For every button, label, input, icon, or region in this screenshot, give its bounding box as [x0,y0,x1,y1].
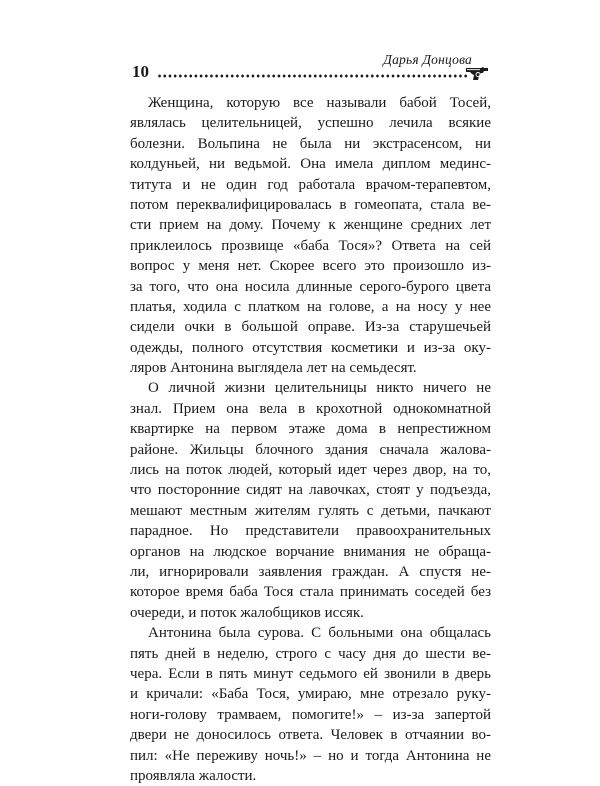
text-line: знал. Прием она вела в крохотной однокомнатной [130,400,491,417]
text-line: мешают местным жителям гулять с детьми, пачкают [130,502,491,519]
text-line: платья, ходила с платком на голове, а на носу у нее [130,298,491,315]
text-line: двери не доносилось ответа. Человек в отчаянии во- [130,727,491,744]
page-number: 10 [132,62,149,81]
text-line: лись на поток людей, который идет через двор, на то, [130,462,491,479]
text-line: одежды, полного отсутствия косметики и из-за оку- [130,339,491,356]
text-line: сидели очки в большой оправе. Из-за старушечьей [130,319,491,336]
text-line: что посторонние сидят на лавочках, стоят у подъезда, [130,482,491,499]
text-line: органов на людское ворчание внимания не обраща- [130,543,491,560]
text-line: вопрос у меня нет. Скорее всего это произошло из- [130,258,491,275]
text-line: квартирке на первом этаже дома в непрестижном [130,421,491,438]
text-line: чера. Если в пять минут седьмого ей звонили в дверь [130,665,491,682]
text-line: парадное. Но представители правоохранительных [130,523,491,540]
paragraph [130,93,491,378]
text-line: проявляла жалости. [130,767,257,784]
text-line: болезни. Вольпина не была ни экстрасенсом, ни [130,135,491,152]
text-line: за того, что она носила длинные серого-бурого цвета [130,278,491,295]
text-line: которое время баба Тося стала принимать соседей без [130,584,491,601]
text-line: являлась целительницей, успешно лечила всякие [130,115,491,132]
chapter-text [130,93,491,786]
text-line: пять дней в неделю, строго с часу дня до шести ве- [130,645,491,662]
paragraph [130,378,491,623]
text-line: Антонина была сурова. С больными она общалась [148,625,491,642]
text-line: пил: «Не переживу ночь!» – но и тогда Антонина не [130,747,491,764]
text-line: потом переквалифицировалась в гомеопата, стала ве- [130,196,491,213]
text-line: ляров Антонина выглядела лет на семьдесят. [130,360,417,377]
text-line: титута и не один год работала врачом-терапевтом, [130,176,491,193]
text-line: колдуньей, ни ведьмой. Она имела диплом мединс- [130,156,491,173]
revolver-icon [464,65,490,82]
dotted-leader [157,74,469,78]
text-line: ли, игнорировали заявления граждан. А спустя не- [130,563,491,580]
text-line: приклеилось прозвище «баба Тося»? Ответа на сей [130,237,491,254]
author-name: Дарья Донцова [383,52,472,67]
running-header [132,52,490,86]
text-line: ноги-голову трамваем, помогите!» – из-за запертой [130,706,491,723]
text-line: очереди, и поток жалобщиков иссяк. [130,604,364,621]
text-line: Женщина, которую все называли бабой Тосей, [148,95,491,111]
text-line: районе. Жильцы блочного здания сначала жалова- [130,441,491,458]
paragraph [130,623,491,786]
text-line: О личной жизни целительницы никто ничего не [148,380,491,397]
text-line: и кричали: «Баба Тося, умираю, мне отрезало руку- [130,686,491,703]
text-line: сти прием на дому. Почему к женщине средних лет [130,217,491,234]
